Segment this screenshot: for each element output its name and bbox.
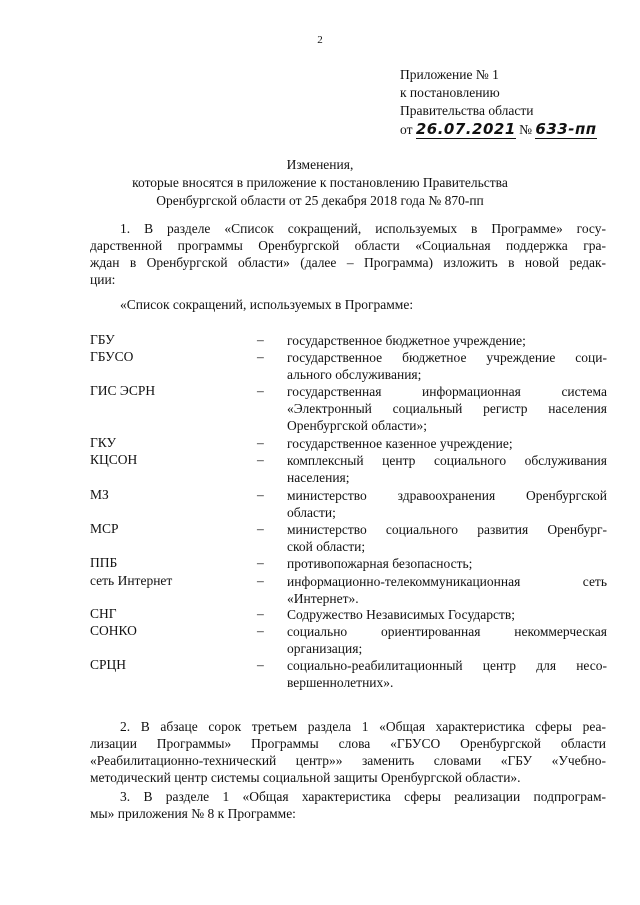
definition-line: государственная информационная система — [287, 384, 607, 399]
definition-line: социально-реабилитационный центр для несо- — [287, 658, 607, 673]
definition-line: государственное бюджетное учреждение; — [287, 333, 526, 348]
abbreviation-dash: – — [257, 383, 264, 398]
abbreviation-definition — [287, 435, 607, 452]
definition-line: «Интернет». — [287, 591, 359, 606]
paragraph-line: лизации Программы» Программы слова «ГБУСО Оренбургской области — [90, 736, 606, 751]
title-line: Изменения, — [286, 157, 354, 172]
abbreviation-term: ГИС ЭСРН — [90, 383, 156, 398]
abbreviation-term: МСР — [90, 521, 119, 536]
abbreviation-definition — [287, 452, 607, 486]
definition-line: области; — [287, 505, 336, 520]
paragraph-line: ждан в Оренбургской области» (далее – Программа) изложить в новой редак- — [90, 255, 606, 270]
abbreviation-dash: – — [257, 606, 264, 621]
abbreviation-definition — [287, 657, 607, 691]
abbreviation-term: СРЦН — [90, 657, 127, 672]
abbreviation-dash: – — [257, 555, 264, 570]
definition-line: Оренбургской области»; — [287, 418, 427, 433]
abbreviation-definition — [287, 606, 607, 623]
appendix-line: к постановлению — [400, 85, 500, 100]
paragraph-line: методический центр системы социальной защиты Оренбургской области». — [90, 770, 521, 785]
definition-line: Содружество Независимых Государств; — [287, 607, 515, 622]
abbreviation-definition — [287, 332, 607, 349]
paragraph-line: 3. В разделе 1 «Общая характеристика сферы реализации подпрограм- — [120, 789, 606, 804]
handwritten-date: 26.07.2021 — [415, 120, 516, 138]
paragraph-line: 2. В абзаце сорок третьем раздела 1 «Общая характеристика сферы реа- — [120, 719, 606, 734]
abbreviation-term: ППБ — [90, 555, 118, 570]
definition-line: ской области; — [287, 539, 366, 554]
list-intro: «Список сокращений, используемых в Программе: — [120, 297, 414, 312]
abbreviation-dash: – — [257, 521, 264, 536]
definition-line: государственное бюджетное учреждение соци- — [287, 350, 607, 365]
definition-line: вершеннолетних». — [287, 675, 394, 690]
paragraph-2 — [90, 718, 606, 786]
abbreviation-term: МЗ — [90, 487, 109, 502]
definition-line: населения; — [287, 470, 350, 485]
definition-line: ального обслуживания; — [287, 367, 422, 382]
abbreviation-term: СНГ — [90, 606, 117, 621]
abbreviation-term: сеть Интернет — [90, 573, 173, 588]
paragraph-3 — [90, 788, 606, 822]
abbreviation-definition — [287, 573, 607, 607]
abbreviation-dash: – — [257, 487, 264, 502]
definition-line: комплексный центр социального обслуживания — [287, 453, 607, 468]
abbreviation-dash: – — [257, 349, 264, 364]
paragraph-line: дарственной программы Оренбургской области «Социальная поддержка гра- — [90, 238, 606, 253]
abbreviation-definition — [287, 623, 607, 657]
appendix-block — [400, 66, 597, 139]
definition-line: государственное казенное учреждение; — [287, 436, 513, 451]
from-label: от — [400, 122, 413, 137]
abbreviation-dash: – — [257, 332, 264, 347]
abbreviation-definition — [287, 383, 607, 434]
title-line: Оренбургской области от 25 декабря 2018 года № 870-пп — [156, 193, 484, 208]
abbreviation-term: ГБУ — [90, 332, 115, 347]
definition-line: «Электронный социальный регистр населения — [287, 401, 607, 416]
definition-line: социально ориентированная некоммерческая — [287, 624, 607, 639]
abbreviation-term: КЦСОН — [90, 452, 138, 467]
definition-line: министерство здравоохранения Оренбургской — [287, 488, 607, 503]
abbreviation-definition — [287, 487, 607, 521]
title-line: которые вносятся в приложение к постановлению Правительства — [132, 175, 508, 190]
abbreviation-term: ГКУ — [90, 435, 117, 450]
paragraph-line: «Реабилитационно-технический центр»» заменить словами «ГБУ «Учебно- — [90, 753, 606, 768]
abbreviation-dash: – — [257, 435, 264, 450]
paragraph-line: 1. В разделе «Список сокращений, используемых в Программе» госу- — [120, 221, 606, 236]
appendix-line: Приложение № 1 — [400, 67, 499, 82]
abbreviation-definition — [287, 349, 607, 383]
abbreviation-term: ГБУСО — [90, 349, 134, 364]
appendix-date-line — [400, 120, 597, 139]
paragraph-line: мы» приложения № 8 к Программе: — [90, 806, 296, 821]
definition-line: информационно-телекоммуникационная сеть — [287, 574, 607, 589]
abbreviation-term: СОНКО — [90, 623, 137, 638]
abbreviation-dash: – — [257, 623, 264, 638]
paragraph-1 — [90, 220, 606, 288]
appendix-line: Правительства области — [400, 103, 534, 118]
abbreviation-dash: – — [257, 573, 264, 588]
definition-line: министерство социального развития Оренбург- — [287, 522, 607, 537]
document-title — [0, 156, 640, 210]
definition-line: противопожарная безопасность; — [287, 556, 473, 571]
abbreviation-definition — [287, 555, 607, 572]
definition-line: организация; — [287, 641, 363, 656]
abbreviation-dash: – — [257, 657, 264, 672]
page-number: 2 — [317, 34, 323, 46]
number-sign: № — [519, 122, 533, 137]
abbreviation-dash: – — [257, 452, 264, 467]
handwritten-number: 633-пп — [535, 120, 597, 138]
paragraph-line: ции: — [90, 272, 116, 287]
abbreviation-definition — [287, 521, 607, 555]
